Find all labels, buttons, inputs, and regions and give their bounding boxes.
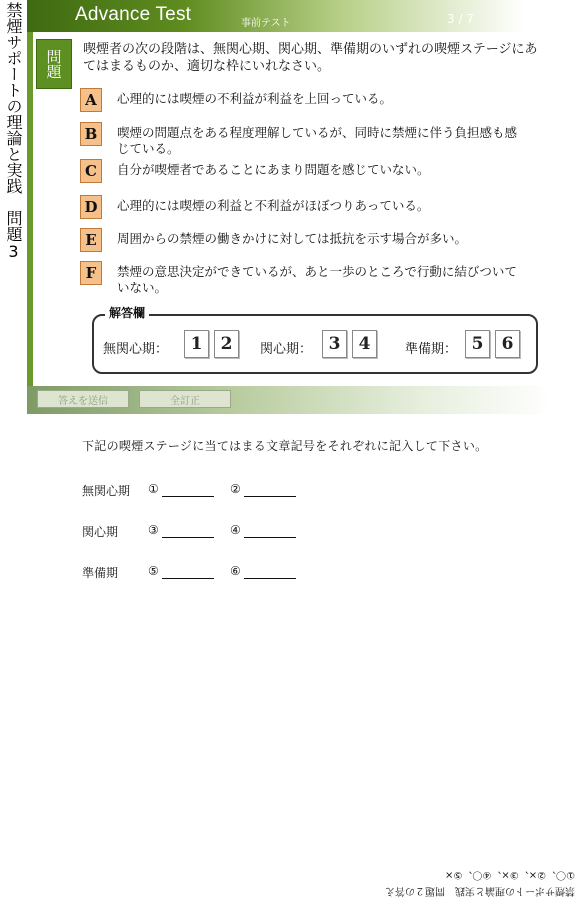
title-bar (27, 0, 550, 32)
app-subtitle: 事前テスト (241, 18, 291, 29)
option-b[interactable] (80, 122, 540, 156)
worksheet-label: 無関心期 (82, 484, 131, 498)
app-title: Advance Test (75, 4, 192, 25)
answer-label-kanshin: 関心期： (260, 342, 313, 357)
answer-slot-3[interactable]: 3 (322, 330, 347, 358)
option-e[interactable] (80, 228, 540, 262)
option-text: 禁煙の意思決定ができているが、あと一歩のところで行動に結びついていない。 (117, 264, 517, 295)
side-title: 禁煙サポートの理論と実践 問題3 (4, 2, 23, 261)
option-letter[interactable]: E (80, 228, 102, 252)
answer-label-junbi: 準備期： (405, 342, 458, 357)
answer-key-title: 禁煙サポートの理論と実践 問題２の答え (385, 885, 575, 896)
bottom-toolbar (27, 386, 550, 414)
answer-key-values: ①〇、②×、③×、④〇、⑤× (445, 869, 575, 880)
option-a[interactable] (80, 88, 540, 122)
option-text: 自分が喫煙者であることにあまり問題を感じていない。 (117, 162, 430, 177)
answer-legend: 解答欄 (105, 304, 149, 321)
answer-slot-1[interactable]: 1 (184, 330, 209, 358)
blank-marker: ④ (230, 523, 241, 537)
worksheet-label: 準備期 (82, 566, 119, 580)
answer-slot-5[interactable]: 5 (465, 330, 490, 358)
question-panel (33, 32, 550, 386)
option-letter[interactable]: B (80, 122, 102, 146)
option-text: 周囲からの禁煙の働きかけに対しては抵抗を示す場合が多い。 (117, 231, 468, 246)
option-text: 心理的には喫煙の不利益が利益を上回っている。 (117, 91, 393, 106)
option-d[interactable] (80, 195, 540, 229)
option-letter[interactable]: F (80, 261, 102, 285)
blank-line[interactable] (162, 537, 214, 538)
option-c[interactable] (80, 159, 540, 193)
answer-label-mukanshin: 無関心期： (103, 342, 169, 357)
option-letter[interactable]: D (80, 195, 102, 219)
page-counter: 3 / 7 (447, 12, 474, 26)
worksheet-instruction: 下記の喫煙ステージに当てはまる文章記号をそれぞれに記入して下さい。 (82, 439, 488, 453)
blank-line[interactable] (244, 537, 296, 538)
option-f[interactable] (80, 261, 540, 295)
question-badge: 問題 (36, 39, 72, 89)
answer-slot-2[interactable]: 2 (214, 330, 239, 358)
blank-marker: ⑥ (230, 564, 241, 578)
option-letter[interactable]: A (80, 88, 102, 112)
grade-all-button[interactable]: 全訂正 (139, 390, 231, 408)
answer-slot-6[interactable]: 6 (495, 330, 520, 358)
blank-marker: ③ (148, 523, 159, 537)
worksheet-label: 関心期 (82, 525, 119, 539)
question-text: 喫煙者の次の段階は、無関心期、関心期、準備期のいずれの喫煙ステージにあてはまるものか、適切な枠にいれなさい。 (83, 42, 538, 74)
blank-line[interactable] (244, 496, 296, 497)
blank-marker: ⑤ (148, 564, 159, 578)
option-text: 心理的には喫煙の利益と不利益がほぼつりあっている。 (117, 198, 430, 213)
option-text: 喫煙の問題点をある程度理解しているが、同時に禁煙に伴う負担感も感じている。 (117, 125, 518, 156)
test-window (27, 0, 550, 414)
blank-line[interactable] (162, 496, 214, 497)
blank-marker: ② (230, 482, 241, 496)
blank-line[interactable] (244, 578, 296, 579)
blank-marker: ① (148, 482, 159, 496)
upside-down-answer-key (360, 862, 575, 898)
blank-line[interactable] (162, 578, 214, 579)
submit-answer-button[interactable]: 答えを送信 (37, 390, 129, 408)
answer-slot-4[interactable]: 4 (352, 330, 377, 358)
option-letter[interactable]: C (80, 159, 102, 183)
